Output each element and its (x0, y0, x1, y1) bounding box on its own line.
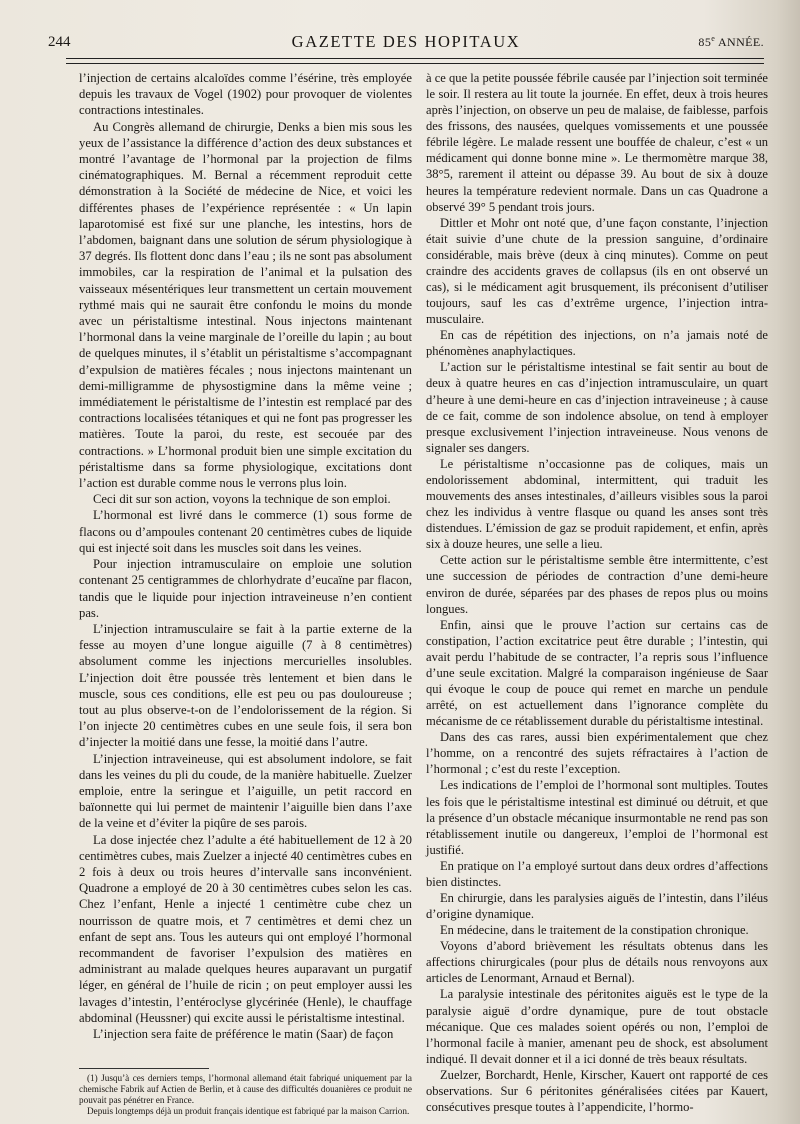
year-suffix: e (711, 34, 716, 43)
paragraph: à ce que la petite poussée fébrile causée par l’injection soit terminée le soir. Il restera au lit toute la journée. En effet, deux à trois heures après l’injection, on observe un peu de malaise, de faiblesse, parfois des frissons, des nausées, quelques vomissements et une poussée fébrile légère. Le malade ressent une bouffée de chaleur, c’est « un médicament qui donne bonne mine ». Le thermomètre marque 38, 38°5, rarement il atteint ou dépasse 39. Au bout de six à douze heures la température redevient normale. Dans un cas Quadrone a observé 39° 5 pendant trois jours. (426, 71, 768, 214)
paragraph: En médecine, dans le traitement de la constipation chronique. (440, 923, 749, 938)
paragraph: L’action sur le péristaltisme intestinal se fait sentir au bout de deux à quatre heures en cas d’injection intramusculaire, un quart d’heure à une demi-heure en cas d’injection intraveineuse ; à cause de ce fait, comme de son indolence absolue, on tend à employer presque exclusivement l’injection intraveineuse. Nous venons de signaler ses dangers. (426, 360, 768, 455)
header-rule-thin (66, 63, 764, 64)
paragraph: l’injection de certains alcaloïdes comme l’ésérine, très employée depuis les travaux de Vogel (1902) pour provoquer de violentes contractions intestinales. (79, 71, 412, 118)
paragraph: Au Congrès allemand de chirurgie, Denks a bien mis sous les yeux de l’assistance la différence d’action des deux substances et montré l’avantage de l’hormonal par la projection de films cinématographiques. M. Bernal a récemment reproduit cette démonstration à la Société de médecine de Nice, et voici les différentes phases de l’expérience représentée : « Un lapin laparotomisé est fixé sur une planche, les intestins, hors de l’abdomen, baignant dans une solution de sérum physiologique à 37 degrés. Ils flottent donc dans l’eau ; ils ne sont pas absolument immobiles, car la respiration de l’animal et la pulsation des vaisseaux mésentériques leur transmettent un certain mouvement rythmé mais qui ne saurait être confondu le moins du monde avec un péristaltisme intestinal. Nous injectons maintenant l’hormonal dans la veine marginale de l’oreille du lapin ; au bout de quelques minutes, il s’établit un péristaltisme s’accompagnant d’expulsion de matières fécales ; nous injectons maintenant un demi-milligramme de physostigmine dans la même veine ; immédiatement le péristaltisme de l’intestin est remplacé par des contractions localisées tétaniques et qui ne font pas progresser les matières. Toute la paroi, du reste, est secouée par des contractions. » L’hormonal produit bien une simple excitation du péristaltisme dans sa forme physiologique, excitations dont l’action est durable comme nous le verrons plus loin. (79, 119, 412, 491)
footnote-paragraph: (1) Jusqu’à ces derniers temps, l’hormonal allemand était fabriqué uniquement par la chemische Fabrik auf Actien de Berlin, et à cause des difficultés douanières ce produit ne pouvait pas pénétrer en France. (79, 1073, 412, 1105)
year-number: 85 (698, 35, 712, 49)
paragraph: Voyons d’abord brièvement les résultats obtenus dans les affections chirurgicales (pour plus de détails nous renvoyons aux articles de Lenormant, Arnaud et Bernal). (426, 939, 768, 986)
paragraph: L’injection sera faite de préférence le matin (Saar) de façon (93, 1026, 394, 1041)
header-rule-thick (66, 58, 764, 59)
year-word: ANNÉE. (717, 35, 764, 49)
paragraph: Les indications de l’emploi de l’hormonal sont multiples. Toutes les fois que le péristaltisme intestinal est diminué ou détruit, et que la présence d’un obstacle mécanique insurmontable ne rend pas son rétablissement inutile ou dangereux, l’emploi de l’hormonal est justifié. (426, 778, 768, 857)
paragraph: L’injection intramusculaire se fait à la partie externe de la fesse au moyen d’une longue aiguille (7 à 8 centimètres) absolument comme les injections mercurielles insolubles. L’injection doit être poussée très lentement et bien dans le muscle, sous ces conditions, elle est peu ou pas douloureuse ; tout au plus observe-t-on de l’endolorissement de la région. Si l’on injecte 20 centimètres cubes en une seule fois, il sera bon d’injecter la moitié dans une fesse, la moitié dans l’autre. (79, 621, 412, 750)
footnote-paragraph: Depuis longtemps déjà un produit français identique est fabriqué par la maison Carrion. (87, 1105, 410, 1116)
paragraph: La dose injectée chez l’adulte a été habituellement de 12 à 20 centimètres cubes, mais Zuelzer a injecté 40 centimètres cubes en 2 fois à deux ou trois heures d’intervalle sans inconvénient. Quadrone a employé de 20 à 30 centimètres cubes selon les cas. Chez l’enfant, Henle a injecté 1 centimètre cube chez un nourrisson de quatre mois, et 7 centimètres et demi chez un enfant de sept ans. Tous les auteurs qui ont employé l’hormonal recommandent de favoriser l’expulsion des matières en administrant au malade quelques heures auparavant un purgatif léger, en général de l’huile de ricin ; on peut employer aussi les lavages d’intestin, l’entéroclyse glycérinée (Henle), le chauffage abdominal (Heussner) qui excite aussi le péristaltisme intestinal. (79, 832, 412, 1025)
paragraph: Zuelzer, Borchardt, Henle, Kirscher, Kauert ont rapporté de ces observations. Sur 6 péritonites généralisées citées par Kauert, consécutives presque toutes à l’appendicite, l’hormo- (426, 1067, 768, 1114)
footnote (79, 1073, 412, 1117)
paragraph: Le péristaltisme n’occasionne pas de coliques, mais un endolorissement abdominal, intermittent, qui traduit les mouvements des anses intestinales, d’ailleurs visibles sous la paroi chez les individus à ventre flasque ou quand les anses sont très distendues. L’émission de gaz se produit rapidement, et enfin, après six à douze heures, une selle a lieu. (426, 456, 768, 552)
left-column (79, 70, 412, 1042)
paragraph: En chirurgie, dans les paralysies aiguës de l’intestin, dans l’iléus d’origine dynamique. (426, 890, 768, 922)
paragraph: Ceci dit sur son action, voyons la technique de son emploi. (93, 492, 391, 507)
running-header (48, 30, 764, 52)
paragraph: La paralysie intestinale des péritonites aiguës est le type de la paralysie aiguë d’ordre dynamique, pure de tout obstacle mécanique. Que ces malades soient opérés ou non, l’emploi de l’hormonal facile à manier, amenant peu de shock, est absolument indiqué. Il devait donner et il a ici donné de très beaux résultats. (426, 987, 768, 1066)
paragraph: Dittler et Mohr ont noté que, d’une façon constante, l’injection était suivie d’une chute de la pression sanguine, d’ordinaire considérable, mais brève (deux à cinq minutes). Comme on peut craindre des accidents graves de collapsus (ils en ont observé un cas), si le médicament agit brusquement, ils préconisent d’utiliser toujours, sauf les cas d’extrême urgence, l’injection intra-musculaire. (426, 215, 768, 327)
paragraph: L’injection intraveineuse, qui est absolument indolore, se fait dans les veines du pli du coude, de la manière habituelle. Zuelzer emploie, entre la seringue et l’aiguille, un petit raccord en baïonnette qui lui permet de maintenir l’aiguille bien dans l’axe de la veine et d’éviter la piqûre de ses parois. (79, 751, 412, 831)
paragraph: En pratique on l’a employé surtout dans deux ordres d’affections bien distinctes. (426, 858, 768, 889)
journal-title: GAZETTE DES HOPITAUX (291, 32, 521, 51)
paragraph: Pour injection intramusculaire on emploie une solution contenant 25 centigrammes de chlorhydrate d’eucaïne par flacon, tandis que le liquide pour injection intraveineuse n’en contient pas. (79, 557, 412, 620)
year-label (698, 34, 764, 50)
paragraph: Enfin, ainsi que le prouve l’action sur certains cas de constipation, l’action excitatrice peut être durable ; l’intestin, qui avait perdu l’habitude de se contracter, l’a repris sous l’influence d’une seule excitation. Malgré la comparaison ingénieuse de Saar qui évoque le coup de pouce qui remet en marche un pendule arrêté, on est actuellement dans l’ignorance complète du mécanisme de ce rétablissement durable du péristaltisme intestinal. (426, 617, 768, 729)
paragraph: L’hormonal est livré dans le commerce (1) sous forme de flacons ou d’ampoules contenant 20 centimètres cubes de liquide qui est injecté soit dans les muscles soit dans les veines. (79, 508, 412, 555)
paragraph: Cette action sur le péristaltisme semble être intermittente, c’est une succession de périodes de contraction d’une demi-heure environ de durée, séparées par des phases de repos plus ou moins longues. (426, 553, 768, 616)
footnote-rule (79, 1068, 209, 1069)
paragraph: En cas de répétition des injections, on n’a jamais noté de phénomènes anaphylactiques. (426, 328, 768, 359)
page-number: 244 (48, 34, 71, 50)
paragraph: Dans des cas rares, aussi bien expérimentalement que chez l’homme, on a rencontré des sujets réfractaires à l’action de l’hormonal ; c’est du reste l’exception. (426, 730, 768, 777)
right-column (426, 70, 768, 1115)
